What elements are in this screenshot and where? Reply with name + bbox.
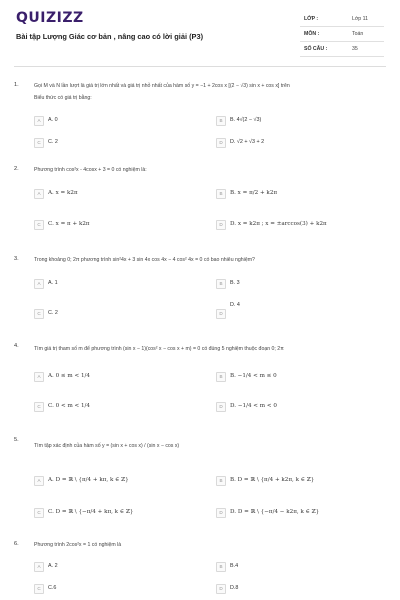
option-text: B. 3: [230, 280, 240, 286]
worksheet-title: Bài tập Lượng Giác cơ bản , nâng cao có lời giải (P3): [16, 32, 204, 41]
option-text: A. x = k2π: [48, 190, 78, 196]
option-letter-box: B: [216, 279, 226, 289]
option-text: D. x = k2π ; x = ±arccos(3) + k2π: [230, 221, 327, 227]
option-text: B. D = ℝ \ {π/4 + k2π, k ∈ ℤ}: [230, 477, 315, 483]
option-letter-box: A: [34, 189, 44, 199]
option-letter-box: C: [34, 309, 44, 319]
option-text: B. x = π/2 + k2π: [230, 190, 278, 196]
option-letter-box: B: [216, 562, 226, 572]
option-text: A. 1: [48, 280, 58, 286]
option-letter-box: A: [34, 476, 44, 486]
question-text: Phương trình cos²x - 4cosx + 3 = 0 có nghiệm là:: [34, 167, 147, 173]
option-text: A. 2: [48, 563, 58, 569]
option-letter-box: D: [216, 584, 226, 594]
option-letter-box: B: [216, 476, 226, 486]
option-letter-box: A: [34, 562, 44, 572]
option-text: C. x = π + k2π: [48, 221, 90, 227]
option-letter-box: D: [216, 220, 226, 230]
option-letter-box: C: [34, 220, 44, 230]
meta-row-count: [300, 42, 384, 57]
option-text: A. 0 ≤ m < 1/4: [48, 373, 90, 379]
option-text: B. 4√(2 − √3): [230, 117, 262, 123]
question-text: Phương trình 2cos²x = 1 có nghiệm là: [34, 542, 122, 548]
question-number: 4.: [14, 343, 19, 349]
question-number: 5.: [14, 437, 19, 443]
option-letter-box: A: [34, 372, 44, 382]
option-text: C. 2: [48, 139, 58, 145]
header-divider: [14, 66, 386, 67]
option-letter-box: B: [216, 116, 226, 126]
option-text: D. 4: [230, 302, 240, 308]
worksheet-meta-table: [300, 12, 384, 57]
option-letter-box: D: [216, 508, 226, 518]
meta-value: Toán: [352, 31, 364, 37]
question-number: 1.: [14, 82, 19, 88]
option-letter-box: B: [216, 189, 226, 199]
meta-value: Lớp 11: [352, 16, 368, 22]
option-text: D. √2 + √3 + 2: [230, 139, 265, 145]
meta-value: 35: [352, 46, 358, 52]
question-number: 6.: [14, 541, 19, 547]
option-letter-box: A: [34, 279, 44, 289]
quizizz-logo: QUIZIZZ: [16, 10, 84, 26]
question-text: Trong khoảng 0; 2π phương trình sin²4x + 3 sin 4x cos 4x − 4 cos² 4x = 0 có bao nhiêu nghiệm?: [34, 257, 255, 263]
option-text: C. 2: [48, 310, 58, 316]
option-letter-box: B: [216, 372, 226, 382]
meta-label: LỚP :: [304, 16, 319, 22]
option-text: B.4: [230, 563, 239, 569]
option-text: D. −1/4 < m < 0: [230, 403, 277, 409]
option-text: D.8: [230, 585, 239, 591]
question-text: Gọi M và N lần lượt là giá trị lớn nhất và giá trị nhỏ nhất của hàm số y = −1 + 2cos x [(2 − √3) sin x + cos x] trên: [34, 83, 290, 89]
option-letter-box: C: [34, 508, 44, 518]
option-text: C. 0 < m < 1/4: [48, 403, 90, 409]
option-text: B. −1/4 < m ≤ 0: [230, 373, 277, 379]
option-letter-box: D: [216, 138, 226, 148]
option-text: C.6: [48, 585, 57, 591]
worksheet-header: [0, 0, 400, 62]
question-text-line2: Biểu thức có giá trị bằng:: [34, 95, 92, 101]
option-letter-box: A: [34, 116, 44, 126]
option-letter-box: C: [34, 402, 44, 412]
question-text: Tìm tập xác định của hàm số y = (sin x + cos x) / (sin x − cos x): [34, 443, 180, 449]
option-letter-box: C: [34, 138, 44, 148]
option-letter-box: D: [216, 309, 226, 319]
question-text: Tìm giá trị tham số m để phương trình (sin x − 1)(cos² x − cos x + m) = 0 có đúng 5 nghiệm thuộc đoạn 0; 2π: [34, 346, 284, 352]
meta-row-subject: [300, 27, 384, 42]
meta-label: MÔN :: [304, 31, 320, 37]
option-letter-box: D: [216, 402, 226, 412]
question-number: 3.: [14, 256, 19, 262]
option-text: D. D = ℝ \ {−π/4 − k2π, k ∈ ℤ}: [230, 509, 320, 515]
option-text: A. D = ℝ \ {π/4 + kπ, k ∈ ℤ}: [48, 477, 129, 483]
option-text: C. D = ℝ \ {−π/4 + kπ, k ∈ ℤ}: [48, 509, 134, 515]
meta-label: SỐ CÂU :: [304, 46, 328, 52]
option-letter-box: C: [34, 584, 44, 594]
option-text: A. 0: [48, 117, 58, 123]
meta-row-class: [300, 12, 384, 27]
question-number: 2.: [14, 166, 19, 172]
